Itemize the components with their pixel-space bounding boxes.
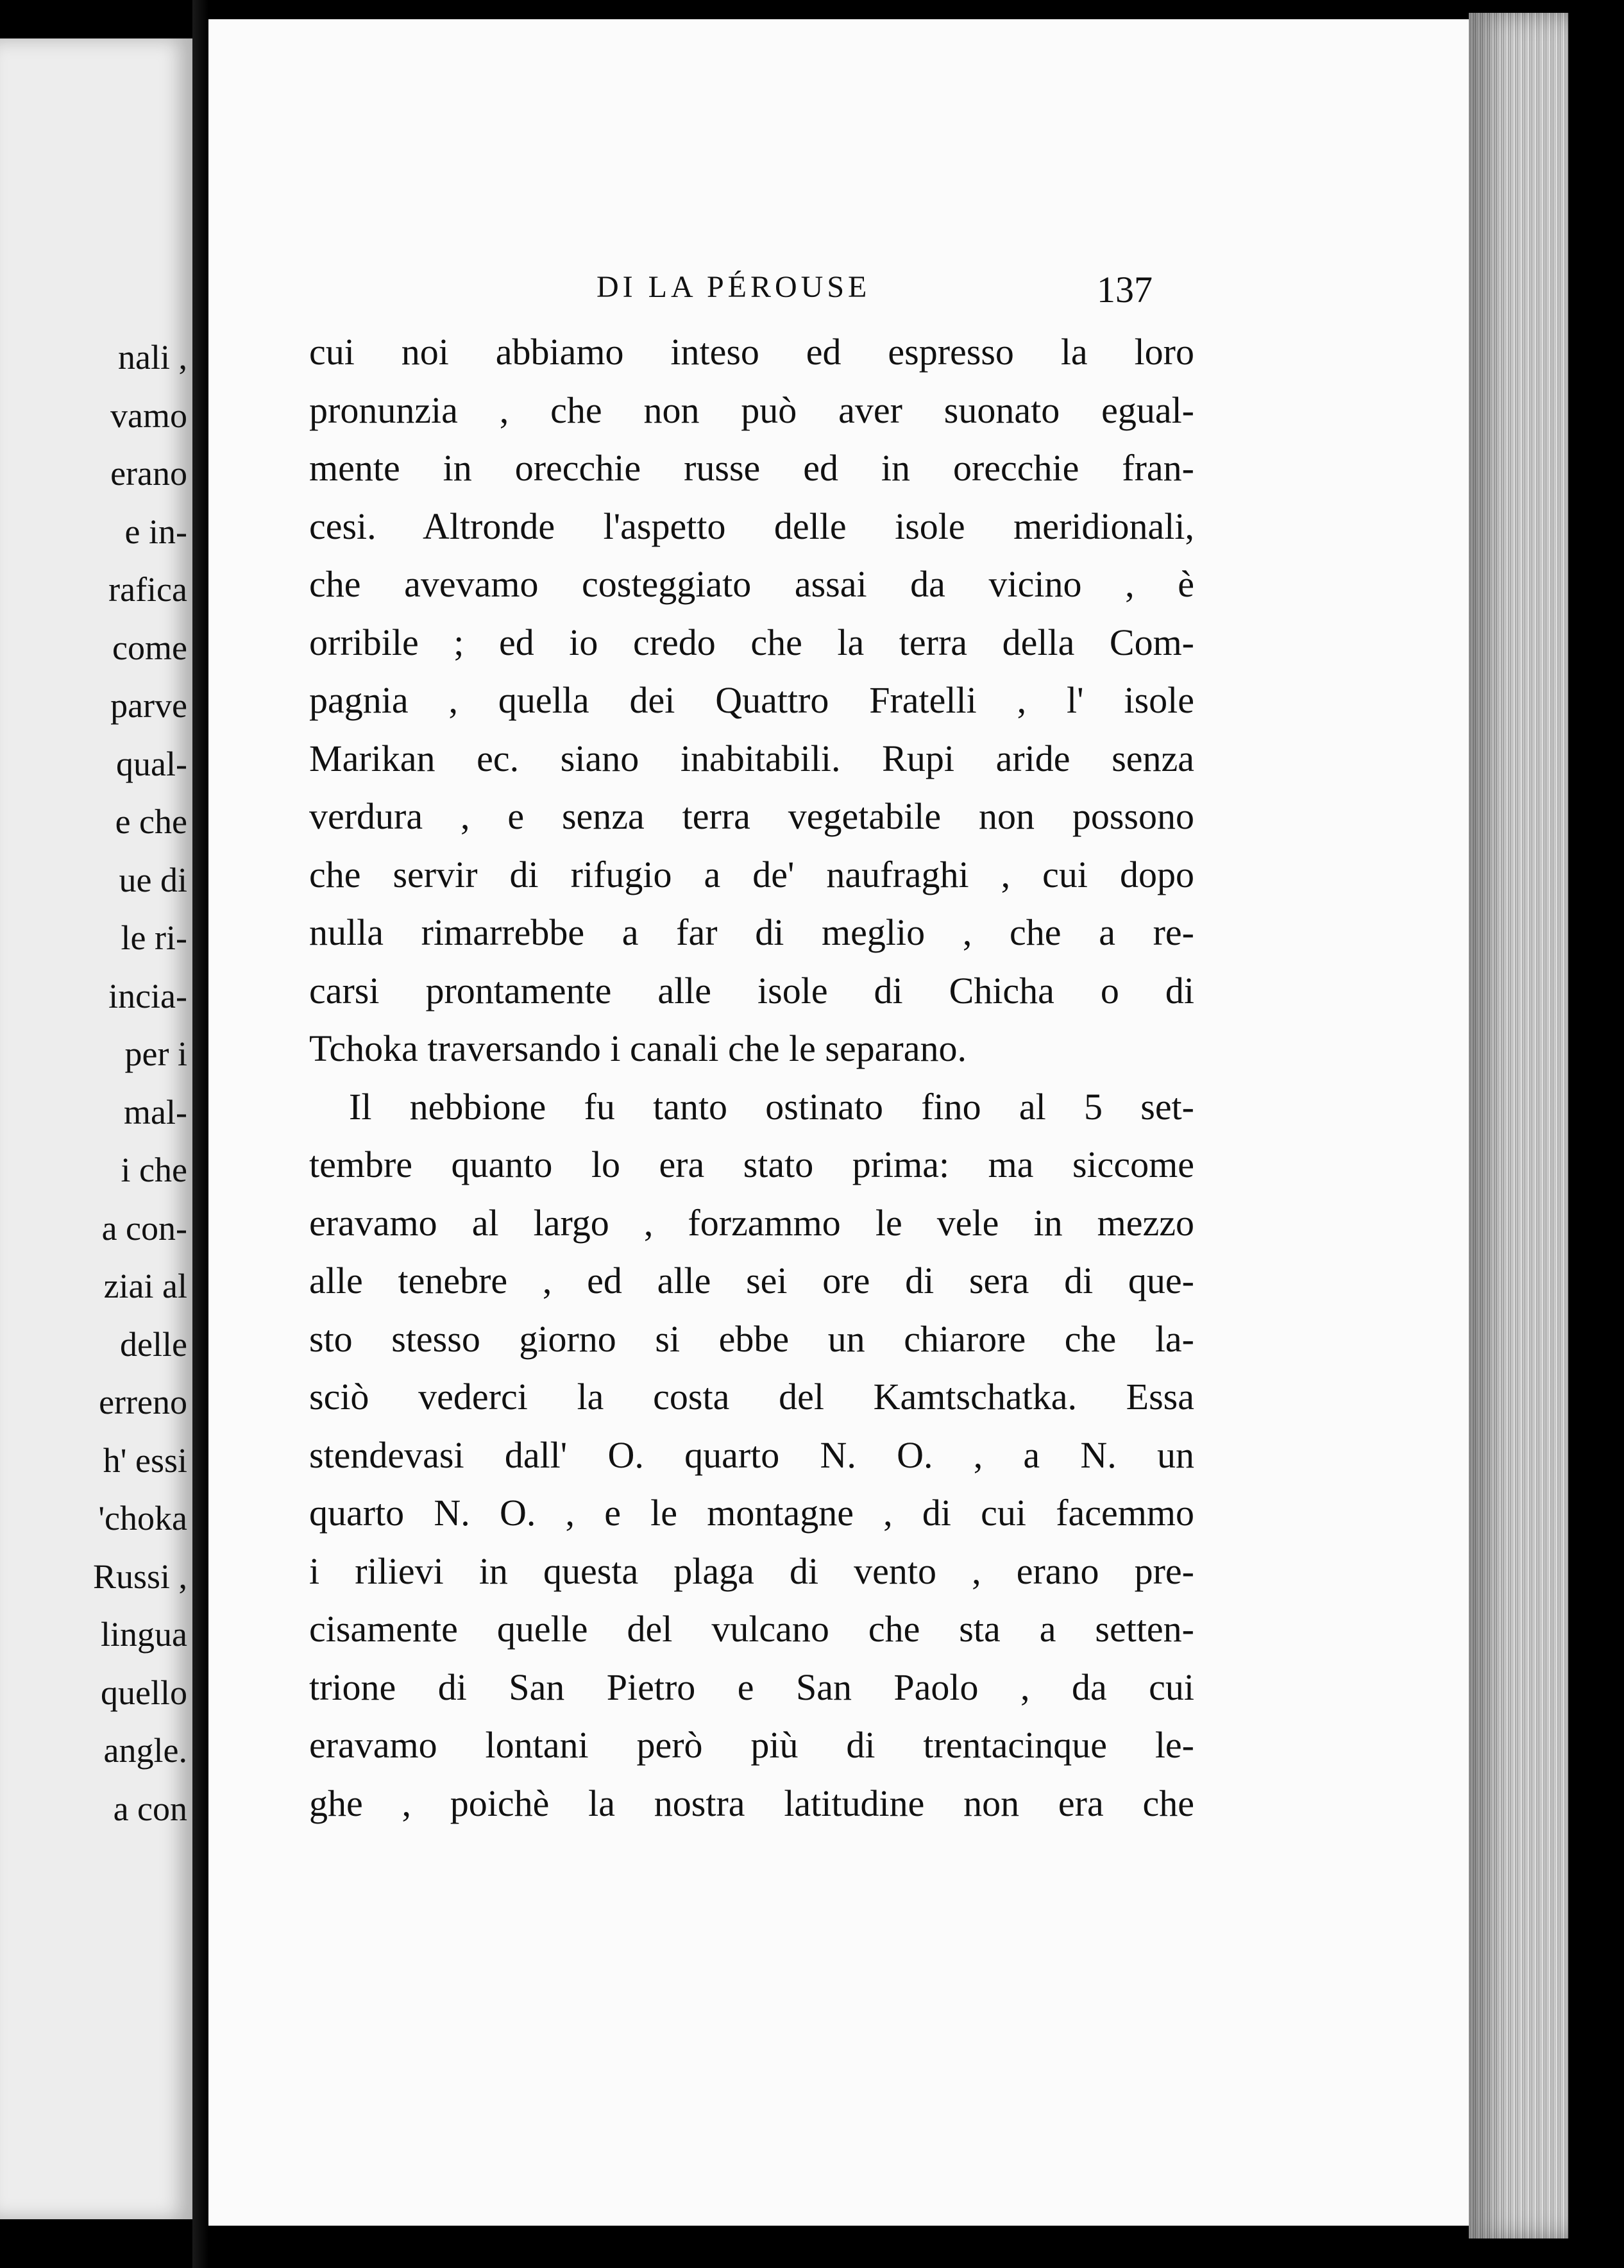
previous-page-line: ue di	[119, 860, 187, 899]
text-line: pronunzia , che non può aver suonato egual-	[309, 389, 1194, 431]
previous-page-line: delle	[120, 1324, 187, 1364]
text-line: mente in orecchie russe ed in orecchie fran-	[309, 447, 1194, 489]
text-line: Il nebbione fu tanto ostinato fino al 5 set-	[349, 1085, 1194, 1128]
previous-page-line: e che	[115, 802, 187, 841]
text-line: Marikan ec. siano inabitabili. Rupi aride senza	[309, 737, 1194, 779]
text-line: ghe , poichè la nostra latitudine non era che	[309, 1782, 1194, 1824]
text-line: che servir di rifugio a de' naufraghi , cui dopo	[309, 853, 1194, 895]
previous-page-line: erano	[110, 454, 187, 493]
text-line: nulla rimarrebbe a far di meglio , che a re-	[309, 911, 1194, 953]
previous-page-line: per i	[124, 1035, 187, 1073]
text-line: cisamente quelle del vulcano che sta a setten-	[309, 1608, 1194, 1650]
page-number: 137	[1097, 269, 1153, 310]
text-line: quarto N. O. , e le montagne , di cui facemmo	[309, 1492, 1194, 1534]
text-line: sciò vederci la costa del Kamtschatka. Essa	[309, 1376, 1194, 1418]
previous-page-line: nali ,	[118, 338, 187, 377]
book-gutter	[192, 0, 208, 2268]
text-line: i rilievi in questa plaga di vento , erano pre-	[309, 1550, 1194, 1592]
text-line: alle tenebre , ed alle sei ore di sera di que-	[309, 1260, 1194, 1301]
previous-page-line: rafica	[108, 570, 187, 609]
previous-page-line: erreno	[99, 1383, 187, 1421]
previous-page-line: ziai al	[103, 1267, 187, 1305]
text-line: verdura , e senza terra vegetabile non possono	[309, 795, 1194, 837]
text-line: che avevamo costeggiato assai da vicino , è	[309, 563, 1194, 605]
text-line: cesi. Altronde l'aspetto delle isole meridionali,	[309, 505, 1194, 547]
previous-page-line: Russi ,	[92, 1557, 187, 1596]
text-line: orribile ; ed io credo che la terra della Com-	[309, 621, 1194, 663]
previous-page-line: incia-	[108, 976, 187, 1015]
previous-page-line: quello	[101, 1673, 187, 1712]
previous-page-line: qual-	[116, 744, 187, 783]
previous-page-fragment	[0, 38, 192, 2219]
text-line: pagnia , quella dei Quattro Fratelli , l' isole	[309, 679, 1194, 721]
text-line: cui noi abbiamo inteso ed espresso la loro	[309, 331, 1194, 373]
previous-page-line: a con-	[101, 1208, 187, 1248]
text-line: eravamo al largo , forzammo le vele in mezzo	[309, 1201, 1194, 1244]
previous-page-line: mal-	[124, 1092, 187, 1131]
previous-page-line: le ri-	[121, 918, 187, 957]
text-line: sto stesso giorno si ebbe un chiarore che la-	[309, 1317, 1194, 1360]
text-line: tembre quanto lo era stato prima: ma siccome	[309, 1144, 1194, 1185]
text-line: Tchoka traversando i canali che le separano.	[309, 1028, 967, 1069]
running-head: DI LA PÉROUSE	[596, 270, 871, 304]
page-edges	[1469, 13, 1568, 2238]
text-line: carsi prontamente alle isole di Chicha o di	[309, 969, 1194, 1011]
previous-page-line: a con	[113, 1789, 187, 1828]
text-line: stendevasi dall' O. quarto N. O. , a N. un	[309, 1434, 1194, 1476]
previous-page-line: 'choka	[98, 1499, 187, 1537]
previous-page-line: vamo	[110, 396, 187, 435]
previous-page-line: come	[112, 628, 187, 667]
previous-page-line: i che	[121, 1151, 187, 1189]
text-line: trione di San Pietro e San Paolo , da cui	[309, 1666, 1194, 1708]
previous-page-line: h' essi	[103, 1441, 187, 1480]
previous-page-line: parve	[110, 686, 187, 725]
previous-page-line: angle.	[103, 1731, 187, 1770]
previous-page-line: lingua	[101, 1615, 187, 1654]
text-line: eravamo lontani però più di trentacinque le-	[309, 1724, 1194, 1766]
previous-page-line: e in-	[124, 512, 187, 551]
